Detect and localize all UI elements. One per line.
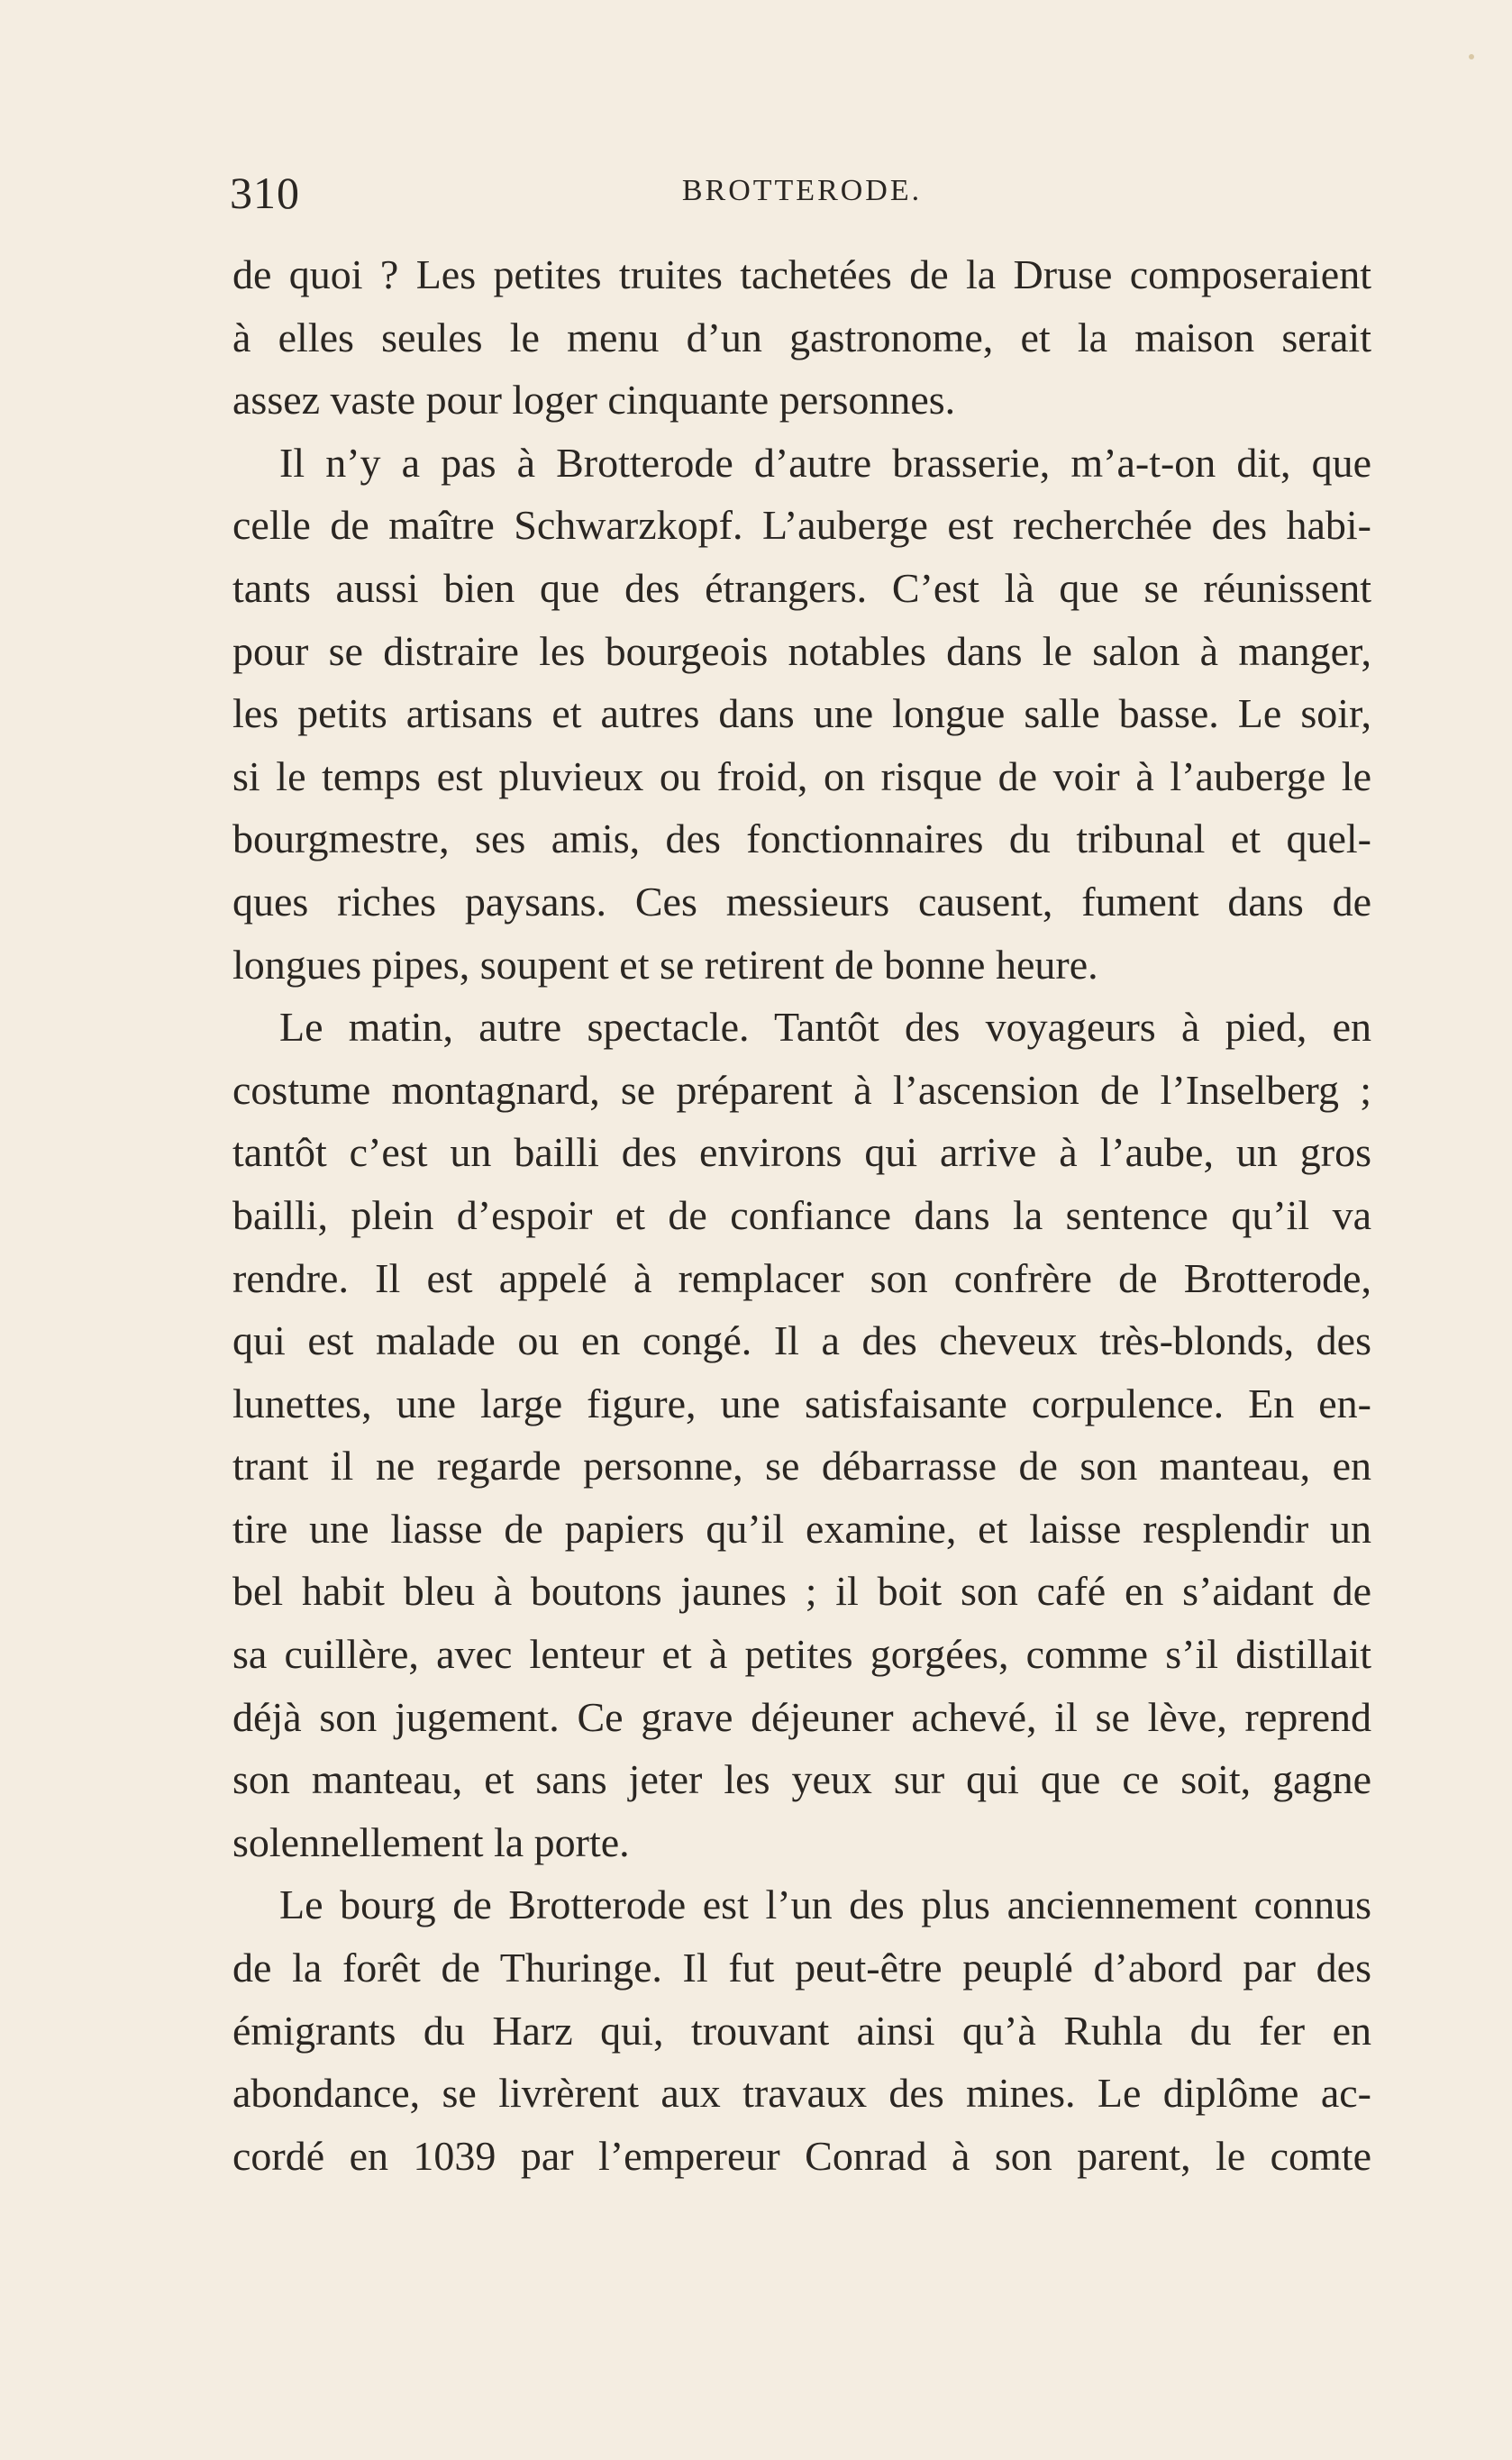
text-line: Le bourg de Brotterode est l’un des plus anciennement connus bbox=[279, 1881, 1371, 1928]
text-line: bailli, plein d’espoir et de confiance dans la sentence qu’il va bbox=[232, 1191, 1371, 1238]
paper-speck bbox=[1469, 54, 1474, 59]
text-line: Le matin, autre spectacle. Tantôt des voyageurs à pied, en bbox=[279, 1004, 1371, 1051]
text-line: Il n’y a pas à Brotterode d’autre brasserie, m’a-t-on dit, que bbox=[279, 439, 1371, 486]
text-line: sa cuillère, avec lenteur et à petites gorgées, comme s’il distillait bbox=[232, 1631, 1371, 1678]
text-line: bourgmestre, ses amis, des fonctionnaires du tribunal et quel- bbox=[232, 815, 1371, 862]
text-line: abondance, se livrèrent aux travaux des mines. Le diplôme ac- bbox=[232, 2070, 1371, 2117]
text-line: pour se distraire les bourgeois notables dans le salon à manger, bbox=[232, 627, 1371, 674]
text-line: de la forêt de Thuringe. Il fut peut-être peuplé d’abord par des bbox=[232, 1945, 1371, 1991]
text-line: tants aussi bien que des étrangers. C’est là que se réunissent bbox=[232, 564, 1371, 611]
text-line: longues pipes, soupent et se retirent de bonne heure. bbox=[232, 941, 1098, 988]
text-line: ques riches paysans. Ces messieurs causent, fument dans de bbox=[232, 878, 1371, 925]
text-line: rendre. Il est appelé à remplacer son confrère de Brotterode, bbox=[232, 1254, 1371, 1301]
text-line: bel habit bleu à boutons jaunes ; il boit son café en s’aidant de bbox=[232, 1568, 1371, 1615]
running-head bbox=[230, 167, 1374, 221]
text-line: cordé en 1039 par l’empereur Conrad à son parent, le comte bbox=[232, 2132, 1371, 2179]
text-line: tire une liasse de papiers qu’il examine, et laisse resplendir un bbox=[232, 1505, 1371, 1552]
text-line: qui est malade ou en congé. Il a des cheveux très-blonds, des bbox=[232, 1317, 1371, 1364]
text-line: trant il ne regarde personne, se débarrasse de son manteau, en bbox=[232, 1443, 1371, 1490]
text-line: émigrants du Harz qui, trouvant ainsi qu’à Ruhla du fer en bbox=[232, 2007, 1371, 2054]
text-line: si le temps est pluvieux ou froid, on risque de voir à l’auberge le bbox=[232, 752, 1371, 799]
text-line: tantôt c’est un bailli des environs qui arrive à l’aube, un gros bbox=[232, 1129, 1371, 1176]
text-line: son manteau, et sans jeter les yeux sur qui que ce soit, gagne bbox=[232, 1756, 1371, 1803]
text-line: costume montagnard, se préparent à l’ascension de l’Inselberg ; bbox=[232, 1066, 1371, 1113]
text-line: lunettes, une large figure, une satisfaisante corpulence. En en- bbox=[232, 1380, 1371, 1426]
running-title: BROTTERODE. bbox=[681, 174, 923, 207]
text-line: à elles seules le menu d’un gastronome, et la maison serait bbox=[232, 314, 1371, 360]
page-number: 310 bbox=[230, 168, 300, 218]
text-line: les petits artisans et autres dans une longue salle basse. Le soir, bbox=[232, 690, 1371, 737]
text-line: solennellement la porte. bbox=[232, 1818, 630, 1865]
text-line: déjà son jugement. Ce grave déjeuner achevé, il se lève, reprend bbox=[232, 1693, 1371, 1740]
body-text bbox=[232, 243, 1371, 2187]
text-line: assez vaste pour loger cinquante personnes. bbox=[232, 377, 956, 424]
text-line: celle de maître Schwarzkopf. L’auberge est recherchée des habi- bbox=[232, 502, 1371, 549]
text-line: de quoi ? Les petites truites tachetées de la Druse composeraient bbox=[232, 251, 1371, 297]
